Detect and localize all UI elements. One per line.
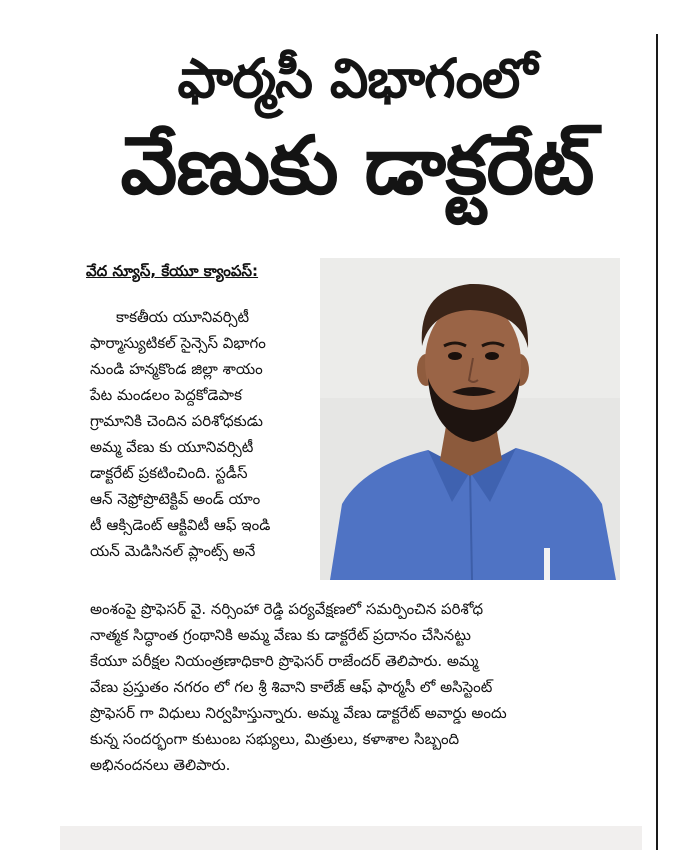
article-body-narrow xyxy=(90,304,316,564)
body-line: అభినందనలు తెలిపారు. xyxy=(90,756,231,774)
body-line: ఆన్ నెఫ్రోప్రొటెక్టివ్ అండ్ యాం xyxy=(90,490,261,508)
body-line: ఫార్మాస్యుటికల్ సైన్సెస్ విభాగం xyxy=(90,334,266,352)
portrait-photo xyxy=(320,258,620,580)
body-line: పేట మండలం పెద్దకోడెపాక xyxy=(90,386,242,404)
body-line: కున్న సందర్భంగా కుటుంబ సభ్యులు, మిత్రులు, కళాశాల సిబ్బంది xyxy=(90,730,460,748)
column-rule xyxy=(656,34,658,850)
body-line: డాక్టరేట్ ప్రకటించింది. స్టడీస్ xyxy=(90,464,248,482)
body-line: వేణు ప్రస్తుతం నగరం లో గల శ్రీ శివాని కాలేజ్ ఆఫ్ ఫార్మసీ లో అసిస్టెంట్ xyxy=(90,678,493,696)
body-line: నుండి హన్మకొండ జిల్లా శాయం xyxy=(90,360,263,378)
dateline: వేద న్యూస్, కేయూ క్యాంపస్: xyxy=(86,262,259,280)
portrait-illustration xyxy=(320,258,620,580)
body-line: కాకతీయ యూనివర్సిటీ xyxy=(116,308,250,326)
next-article-band xyxy=(60,826,642,850)
headline-line-1: ఫార్మసీ విభాగంలో xyxy=(177,47,537,110)
headline-line-2: వేణుకు డాక్టరేట్ xyxy=(120,119,594,212)
body-line: కేయూ పరీక్షల నియంత్రణాధికారి ప్రొఫెసర్ రాజేందర్ తెలిపారు. అమ్మ xyxy=(90,652,479,670)
body-line: యన్ మెడిసినల్ ప్లాంట్స్ అనే xyxy=(90,542,256,560)
body-line: అమ్మ వేణు కు యూనివర్సిటీ xyxy=(90,438,254,456)
body-line: నాత్మక సిద్ధాంత గ్రంథానికి అమ్మ వేణు కు డాక్టరేట్ ప్రదానం చేసినట్టు xyxy=(90,626,471,644)
body-line: ప్రొఫెసర్ గా విధులు నిర్వహిస్తున్నారు. అమ్మ వేణు డాక్టరేట్ అవార్డు అందు xyxy=(90,704,507,722)
body-line: గ్రామానికి చెందిన పరిశోధకుడు xyxy=(90,412,263,430)
body-line: టీ ఆక్సిడెంట్ ఆక్టివిటీ ఆఫ్ ఇండి xyxy=(90,516,271,534)
body-line: అంశంపై ప్రొఫెసర్ వై. నర్సింహా రెడ్డి పర్యవేక్షణలో సమర్పించిన పరిశోధ xyxy=(90,600,484,618)
article-body-wide xyxy=(90,596,650,778)
